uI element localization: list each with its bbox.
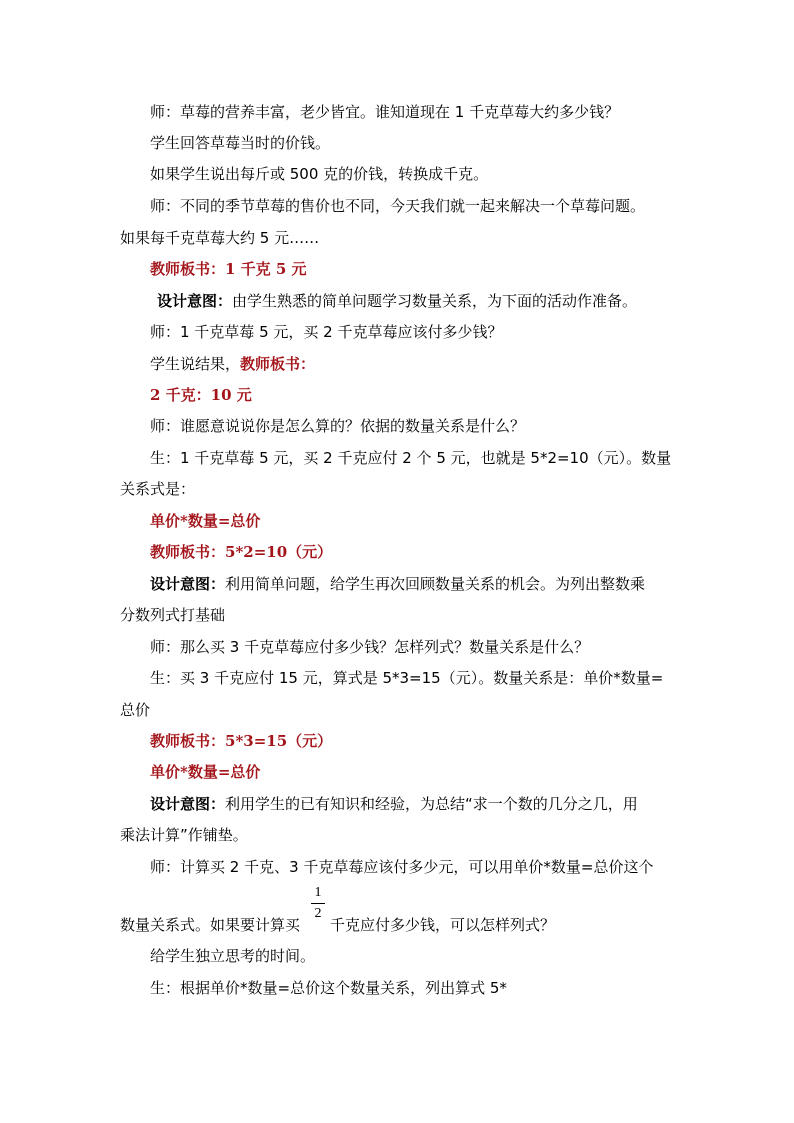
design-intent <box>150 794 638 814</box>
design-intent <box>150 574 645 594</box>
board-note: 单价*数量=总价 <box>150 512 261 530</box>
text-line: 乘法计算”作铺垫。 <box>120 826 248 844</box>
text-line: 师：1 千克草莓 5 元，买 2 千克草莓应该付多少钱？ <box>150 323 503 341</box>
board-note-label: 教师板书： <box>240 355 316 373</box>
board-note: 教师板书：5*2=10（元） <box>150 543 333 561</box>
text-line: 师：计算买 2 千克、3 千克草莓应该付多少元，可以用单价*数量=总价这个 <box>150 858 654 876</box>
text-line: 生：根据单价*数量=总价这个数量关系，列出算式 5* <box>150 979 507 997</box>
text-line: 给学生独立思考的时间。 <box>150 947 316 965</box>
text-line: 千克应付多少钱，可以怎样列式？ <box>330 916 556 934</box>
fraction-denominator: 2 <box>314 906 322 921</box>
fraction-bar <box>311 903 325 904</box>
design-intent-text: 由学生熟悉的简单问题学习数量关系，为下面的活动作准备。 <box>232 292 638 310</box>
design-intent-label: 设计意图： <box>150 795 226 813</box>
text-line: 生：买 3 千克应付 15 元，算式是 5*3=15（元）。数量关系是：单价*数量= <box>150 669 664 687</box>
design-intent-text: 利用学生的已有知识和经验，为总结“求一个数的几分之几，用 <box>225 795 638 813</box>
text-line: 数量关系式。如果要计算买 <box>120 916 301 934</box>
text-line <box>150 354 315 374</box>
text-line: 学生回答草莓当时的价钱。 <box>150 134 331 152</box>
text-line: 生：1 千克草莓 5 元，买 2 千克应付 2 个 5 元，也就是 5*2=10（元）。数量 <box>150 449 672 467</box>
text-line: 师：草莓的营养丰富，老少皆宜。谁知道现在 1 千克草莓大约多少钱？ <box>150 103 620 121</box>
text-line: 如果每千克草莓大约 5 元…… <box>120 229 320 247</box>
text-segment: 学生说结果， <box>150 355 241 373</box>
text-line: 关系式是： <box>120 480 196 498</box>
board-note: 2 千克：10 元 <box>150 386 252 404</box>
text-line: 总价 <box>120 701 151 719</box>
design-intent-text: 利用简单问题，给学生再次回顾数量关系的机会。为列出整数乘 <box>225 575 646 593</box>
fraction-numerator: 1 <box>314 885 322 900</box>
text-line: 如果学生说出每斤或 500 克的价钱，转换成千克。 <box>150 165 489 183</box>
text-line: 师：那么买 3 千克草莓应付多少钱？怎样列式？数量关系是什么？ <box>150 638 590 656</box>
board-note: 单价*数量=总价 <box>150 763 261 781</box>
design-intent-label: 设计意图： <box>150 575 226 593</box>
design-intent <box>157 291 637 311</box>
text-line: 师：不同的季节草莓的售价也不同，今天我们就一起来解决一个草莓问题。 <box>150 197 646 215</box>
text-line: 师：谁愿意说说你是怎么算的？依据的数量关系是什么？ <box>150 417 526 435</box>
fraction-one-half <box>310 885 326 922</box>
board-note: 教师板书：1 千克 5 元 <box>150 260 307 278</box>
design-intent-label: 设计意图： <box>157 292 233 310</box>
board-note: 教师板书：5*3=15（元） <box>150 732 333 750</box>
text-line: 分数列式打基础 <box>120 606 226 624</box>
